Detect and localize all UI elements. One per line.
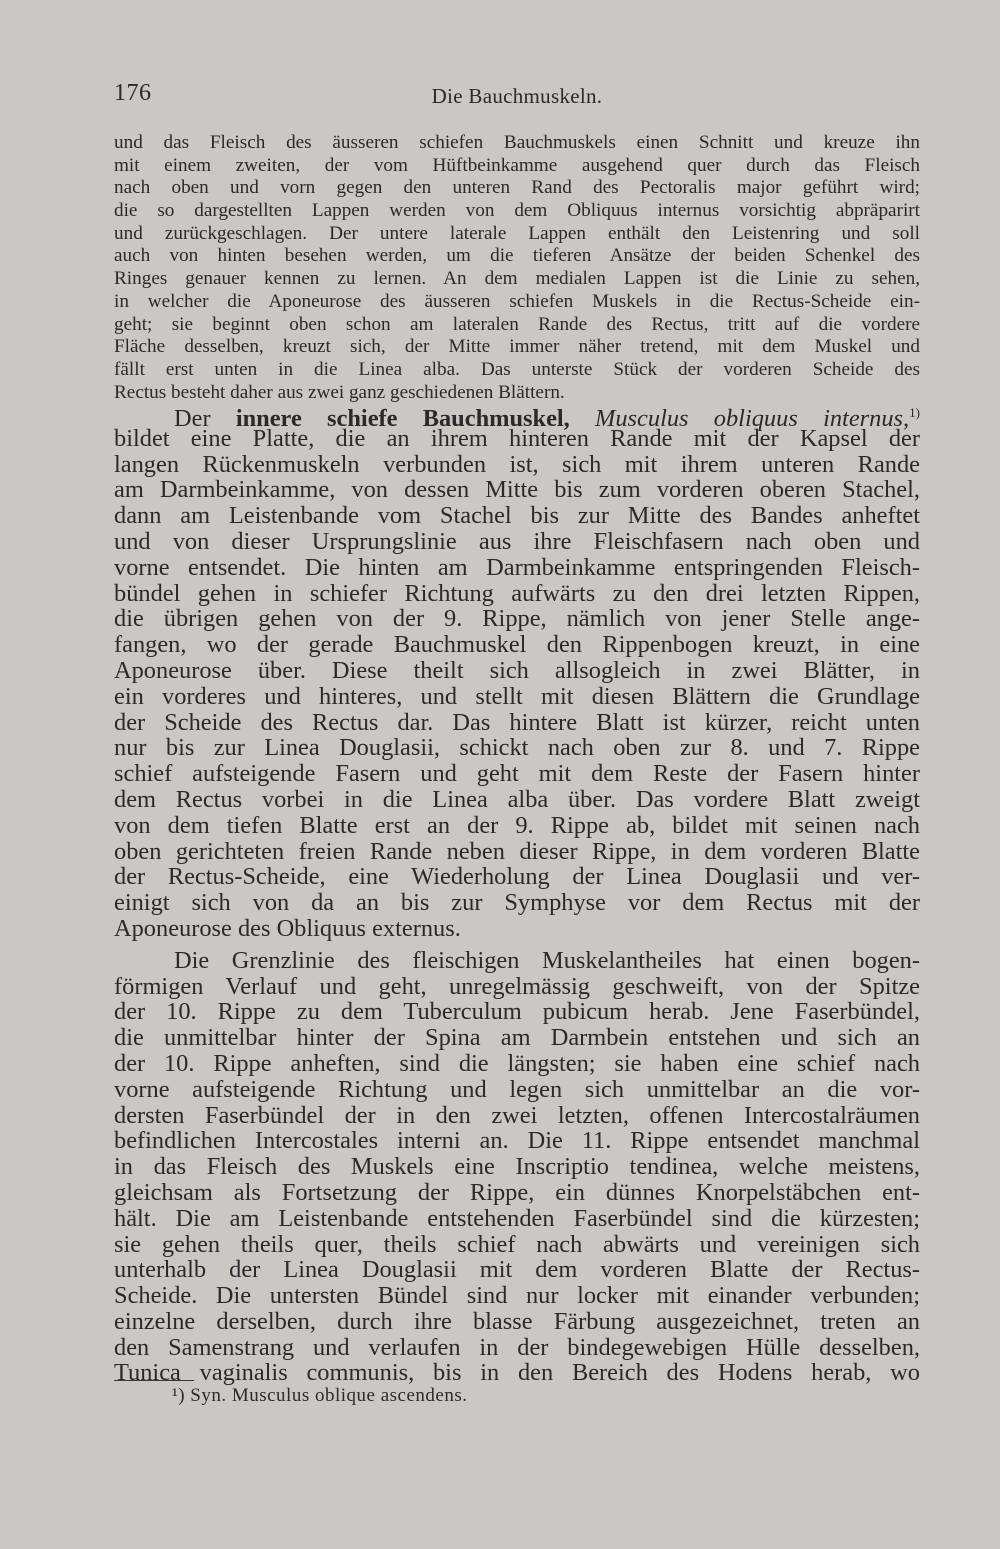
- page-number: 176: [114, 80, 152, 106]
- lead-word: Der: [174, 405, 211, 433]
- text-line: hält. Die am Leistenbande entstehenden Faserbündel sind die kürzesten;: [114, 1204, 920, 1232]
- text-line: mit einem zweiten, der vom Hüftbeinkamme ausgehend quer durch das Fleisch: [114, 154, 920, 176]
- text-line: fangen, wo der gerade Bauchmuskel den Rippenbogen kreuzt, in eine: [114, 631, 920, 659]
- section-heading-line: [114, 400, 920, 433]
- page-header: [114, 80, 920, 120]
- text-line: auch von hinten besehen werden, um die tieferen Ansätze der beiden Schenkel des: [114, 245, 920, 267]
- text-line: fällt erst unten in die Linea alba. Das unterste Stück der vorderen Scheide des: [114, 358, 920, 380]
- text-line: der 10. Rippe anheften, sind die längsten; sie haben eine schief nach: [114, 1049, 920, 1077]
- text-line: in welcher die Aponeurose des äusseren schiefen Muskels in die Rectus-Scheide ein-: [114, 290, 920, 312]
- footnote-mark: 1): [909, 405, 920, 420]
- text-line: nach oben und vorn gegen den unteren Rand des Pectoralis major geführt wird;: [114, 177, 920, 199]
- text-line: gleichsam als Fortsetzung der Rippe, ein dünnes Knorpelstäbchen ent-: [114, 1178, 920, 1206]
- text-line: bildet eine Platte, die an ihrem hinteren Rande mit der Kapsel der: [114, 424, 920, 452]
- text-line: die unmittelbar hinter der Spina am Darmbein entstehen und sich an: [114, 1024, 920, 1052]
- text-line: einigt sich von da an bis zur Symphyse vor dem Rectus mit der: [114, 889, 920, 917]
- text-line: förmigen Verlauf und geht, unregelmässig geschweift, von der Spitze: [114, 972, 920, 1000]
- text-line: der Rectus-Scheide, eine Wiederholung der Linea Douglasii und ver-: [114, 863, 920, 891]
- text-line: von dem tiefen Blatte erst an der 9. Rippe ab, bildet mit seinen nach: [114, 811, 920, 839]
- text-line: vorne aufsteigende Richtung und legen sich unmittelbar an die vor-: [114, 1075, 920, 1103]
- text-line: Die Grenzlinie des fleischigen Muskelantheiles hat einen bogen-: [174, 946, 920, 974]
- text-line: nur bis zur Linea Douglasii, schickt nach oben zur 8. und 7. Rippe: [114, 734, 920, 762]
- text-line: und das Fleisch des äusseren schiefen Bauchmuskels einen Schnitt und kreuze ihn: [114, 132, 920, 153]
- text-line: einzelne derselben, durch ihre blasse Färbung ausgezeichnet, treten an: [114, 1307, 920, 1335]
- text-line: befindlichen Intercostales interni an. Die 11. Rippe entsendet manchmal: [114, 1127, 920, 1155]
- text-line: Aponeurose über. Diese theilt sich allsogleich in zwei Blätter, in: [114, 656, 920, 684]
- running-head: Die Bauchmuskeln.: [431, 84, 603, 108]
- text-line: vorne entsendet. Die hinten am Darmbeinkamme entspringenden Fleisch-: [114, 553, 920, 581]
- text-line: am Darmbeinkamme, von dessen Mitte bis zum vorderen oberen Stachel,: [114, 476, 920, 504]
- text-line: sie gehen theils quer, theils schief nach abwärts und vereinigen sich: [114, 1230, 920, 1258]
- bold-term: innere schiefe Bauchmuskel,: [235, 405, 570, 433]
- paragraph-small-print: [114, 132, 920, 404]
- text-line: Scheide. Die untersten Bündel sind nur locker mit einander verbunden;: [114, 1282, 920, 1310]
- text-line: der 10. Rippe zu dem Tuberculum pubicum herab. Jene Faserbündel,: [114, 998, 920, 1026]
- text-line: unterhalb der Linea Douglasii mit dem vorderen Blatte der Rectus-: [114, 1256, 920, 1284]
- text-line: in das Fleisch des Muskels eine Inscriptio tendinea, welche meistens,: [114, 1153, 920, 1181]
- latin-name: Musculus obliquus internus,: [595, 405, 910, 433]
- text-line: die übrigen gehen von der 9. Rippe, nämlich von jener Stelle ange-: [114, 605, 920, 633]
- text-line: dersten Faserbündel der in den zwei letzten, offenen Intercostalräumen: [114, 1101, 920, 1129]
- text-line: dann am Leistenbande vom Stachel bis zur Mitte des Bandes anheftet: [114, 502, 920, 530]
- text-line: Ringes genauer kennen zu lernen. An dem medialen Lappen ist die Linie zu sehen,: [114, 268, 920, 290]
- text-line: langen Rückenmuskeln verbunden ist, sich mit ihrem unteren Rande: [114, 450, 920, 478]
- text-line: und von dieser Ursprungslinie aus ihre Fleischfasern nach oben und: [114, 527, 920, 555]
- text-line: Aponeurose des Obliquus externus.: [114, 914, 461, 942]
- text-line: ein vorderes und hinteres, und stellt mit diesen Blättern die Grundlage: [114, 682, 920, 710]
- text-line: bündel gehen in schiefer Richtung aufwärts zu den drei letzten Rippen,: [114, 579, 920, 607]
- text-line: geht; sie beginnt oben schon am lateralen Rande des Rectus, tritt auf die vordere: [114, 313, 920, 335]
- text-line: und zurückgeschlagen. Der untere laterale Lappen enthält den Leistenring und soll: [114, 222, 920, 244]
- text-line: schief aufsteigende Fasern und geht mit dem Reste der Fasern hinter: [114, 760, 920, 788]
- text-line: Tunica vaginalis communis, bis in den Bereich des Hodens herab, wo: [114, 1359, 920, 1387]
- text-line: der Scheide des Rectus dar. Das hintere Blatt ist kürzer, reicht unten: [114, 708, 920, 736]
- text-line: Rectus besteht daher aus zwei ganz geschiedenen Blättern.: [114, 381, 565, 403]
- body-text: [114, 400, 920, 1386]
- text-line: den Samenstrang und verlaufen in der bindegewebigen Hülle desselben,: [114, 1333, 920, 1361]
- text-line: dem Rectus vorbei in die Linea alba über. Das vordere Blatt zweigt: [114, 785, 920, 813]
- text-line: die so dargestellten Lappen werden von dem Obliquus internus vorsichtig abpräparirt: [114, 200, 920, 222]
- text-line: Fläche desselben, kreuzt sich, der Mitte immer näher tretend, mit dem Muskel und: [114, 336, 920, 358]
- text-line: oben gerichteten freien Rande neben dieser Rippe, in dem vorderen Blatte: [114, 837, 920, 865]
- footnote: ¹) Syn. Musculus oblique ascendens.: [172, 1385, 468, 1406]
- footnote-divider: [114, 1380, 194, 1381]
